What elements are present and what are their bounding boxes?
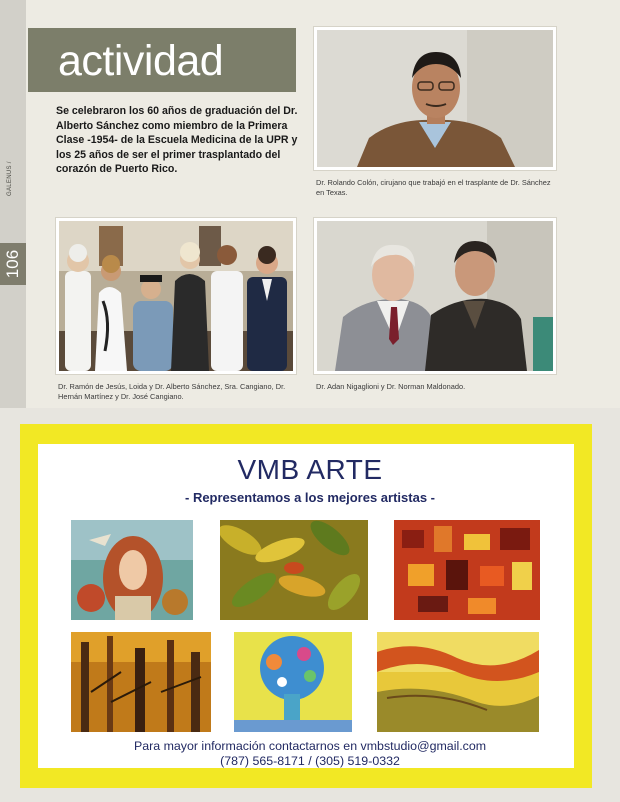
ad-subtitle: - Representamos a los mejores artistas -	[185, 490, 435, 505]
photo-two-men	[314, 218, 556, 374]
section-title: actividad	[58, 37, 224, 85]
section-banner	[28, 28, 296, 92]
caption-group: Dr. Ramón de Jesús, Loida y Dr. Alberto Sánchez, Sra. Cangiano, Dr. Hernán Martínez y Dr. José Cangiano.	[58, 382, 286, 401]
artwork-blue-tree	[234, 632, 352, 732]
artwork-woman-portrait	[71, 520, 193, 620]
caption-portrait: Dr. Rolando Colón, cirujano que trabajó en el trasplante de Dr. Sánchez en Texas.	[316, 178, 551, 197]
artwork-golden-forest	[71, 632, 211, 732]
artwork-tropical-leaves	[220, 520, 368, 620]
ad-contact-email: Para mayor información contactarnos en vmbstudio@gmail.com	[133, 739, 487, 753]
article-lead: Se celebraron los 60 años de graduación del Dr. Alberto Sánchez como miembro de la Primera Clase -1954- de la Escuela Medicina de la UPR y los 25 años de ser el primer trasplantado del corazón de Puerto Rico.	[56, 105, 298, 175]
page-side-strip	[0, 0, 26, 408]
magazine-name: GALENUS /	[7, 161, 13, 196]
artwork-yellow-landscape	[377, 632, 539, 732]
artwork-red-abstract	[394, 520, 540, 620]
page-number: 106	[3, 249, 22, 279]
photo-portrait	[314, 27, 556, 170]
page-number-tab	[0, 243, 26, 285]
ad-title: VMB ARTE	[237, 454, 383, 485]
photo-group	[56, 218, 296, 374]
caption-two-men: Dr. Adan Nigaglioni y Dr. Norman Maldonado.	[316, 382, 466, 391]
ad-contact-phones: (787) 565-8171 / (305) 519-0332	[220, 754, 400, 768]
